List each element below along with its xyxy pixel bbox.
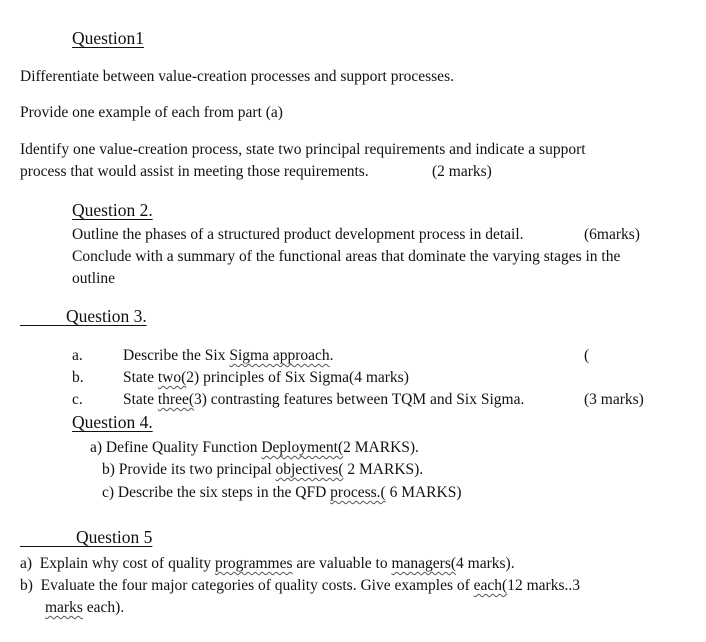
question-3-item-a-label: a.: [72, 347, 83, 364]
question-5-item-b: b) Evaluate the four major categories of quality costs. Give examples of each(12 marks..3: [20, 577, 580, 594]
question-5-item-a: a) Explain why cost of quality programmes are valuable to managers(4 marks).: [20, 555, 515, 572]
question-3-heading: Question 3.: [66, 306, 147, 326]
question-2-marks: (6marks): [584, 226, 640, 243]
question-4-item-c: c) Describe the six steps in the QFD process.( 6 MARKS): [102, 484, 462, 501]
question-2-line-1: Outline the phases of a structured product development process in detail.: [72, 226, 524, 243]
question-5-leading-rule: [20, 546, 76, 547]
question-4-heading: Question 4.: [72, 412, 153, 432]
question-3-item-b-label: b.: [72, 369, 84, 386]
question-3-item-c-marks: (3 marks): [584, 391, 644, 408]
question-3-item-c-text: State three(3) contrasting features between TQM and Six Sigma.: [123, 391, 525, 408]
question-3-item-c-label: c.: [72, 391, 83, 408]
question-4-item-a: a) Define Quality Function Deployment(2 MARKS).: [90, 439, 419, 456]
question-1-line-2: Provide one example of each from part (a): [20, 104, 283, 121]
question-1-heading: Question1: [72, 28, 144, 48]
question-3-item-b-text: State two(2) principles of Six Sigma(4 marks): [123, 369, 409, 386]
question-1-marks: (2 marks): [432, 163, 492, 180]
question-5-item-b-continuation: marks each).: [45, 599, 125, 616]
question-5-heading: Question 5: [76, 527, 153, 547]
question-1-line-4: process that would assist in meeting those requirements.: [20, 163, 369, 180]
question-2-line-3: outline: [72, 270, 116, 287]
question-2-heading: Question 2.: [72, 200, 153, 220]
question-1-line-3: Identify one value-creation process, state two principal requirements and indicate a support: [20, 141, 586, 158]
question-3-leading-rule: [20, 325, 66, 326]
question-1-line-1: Differentiate between value-creation processes and support processes.: [20, 68, 454, 85]
question-2-line-2: Conclude with a summary of the functional areas that dominate the varying stages in the: [72, 248, 621, 265]
question-3-item-a-marks: (: [584, 347, 590, 364]
question-4-item-b: b) Provide its two principal objectives( 2 MARKS).: [102, 461, 424, 478]
question-3-item-a-text: Describe the Six Sigma approach.: [123, 347, 334, 364]
